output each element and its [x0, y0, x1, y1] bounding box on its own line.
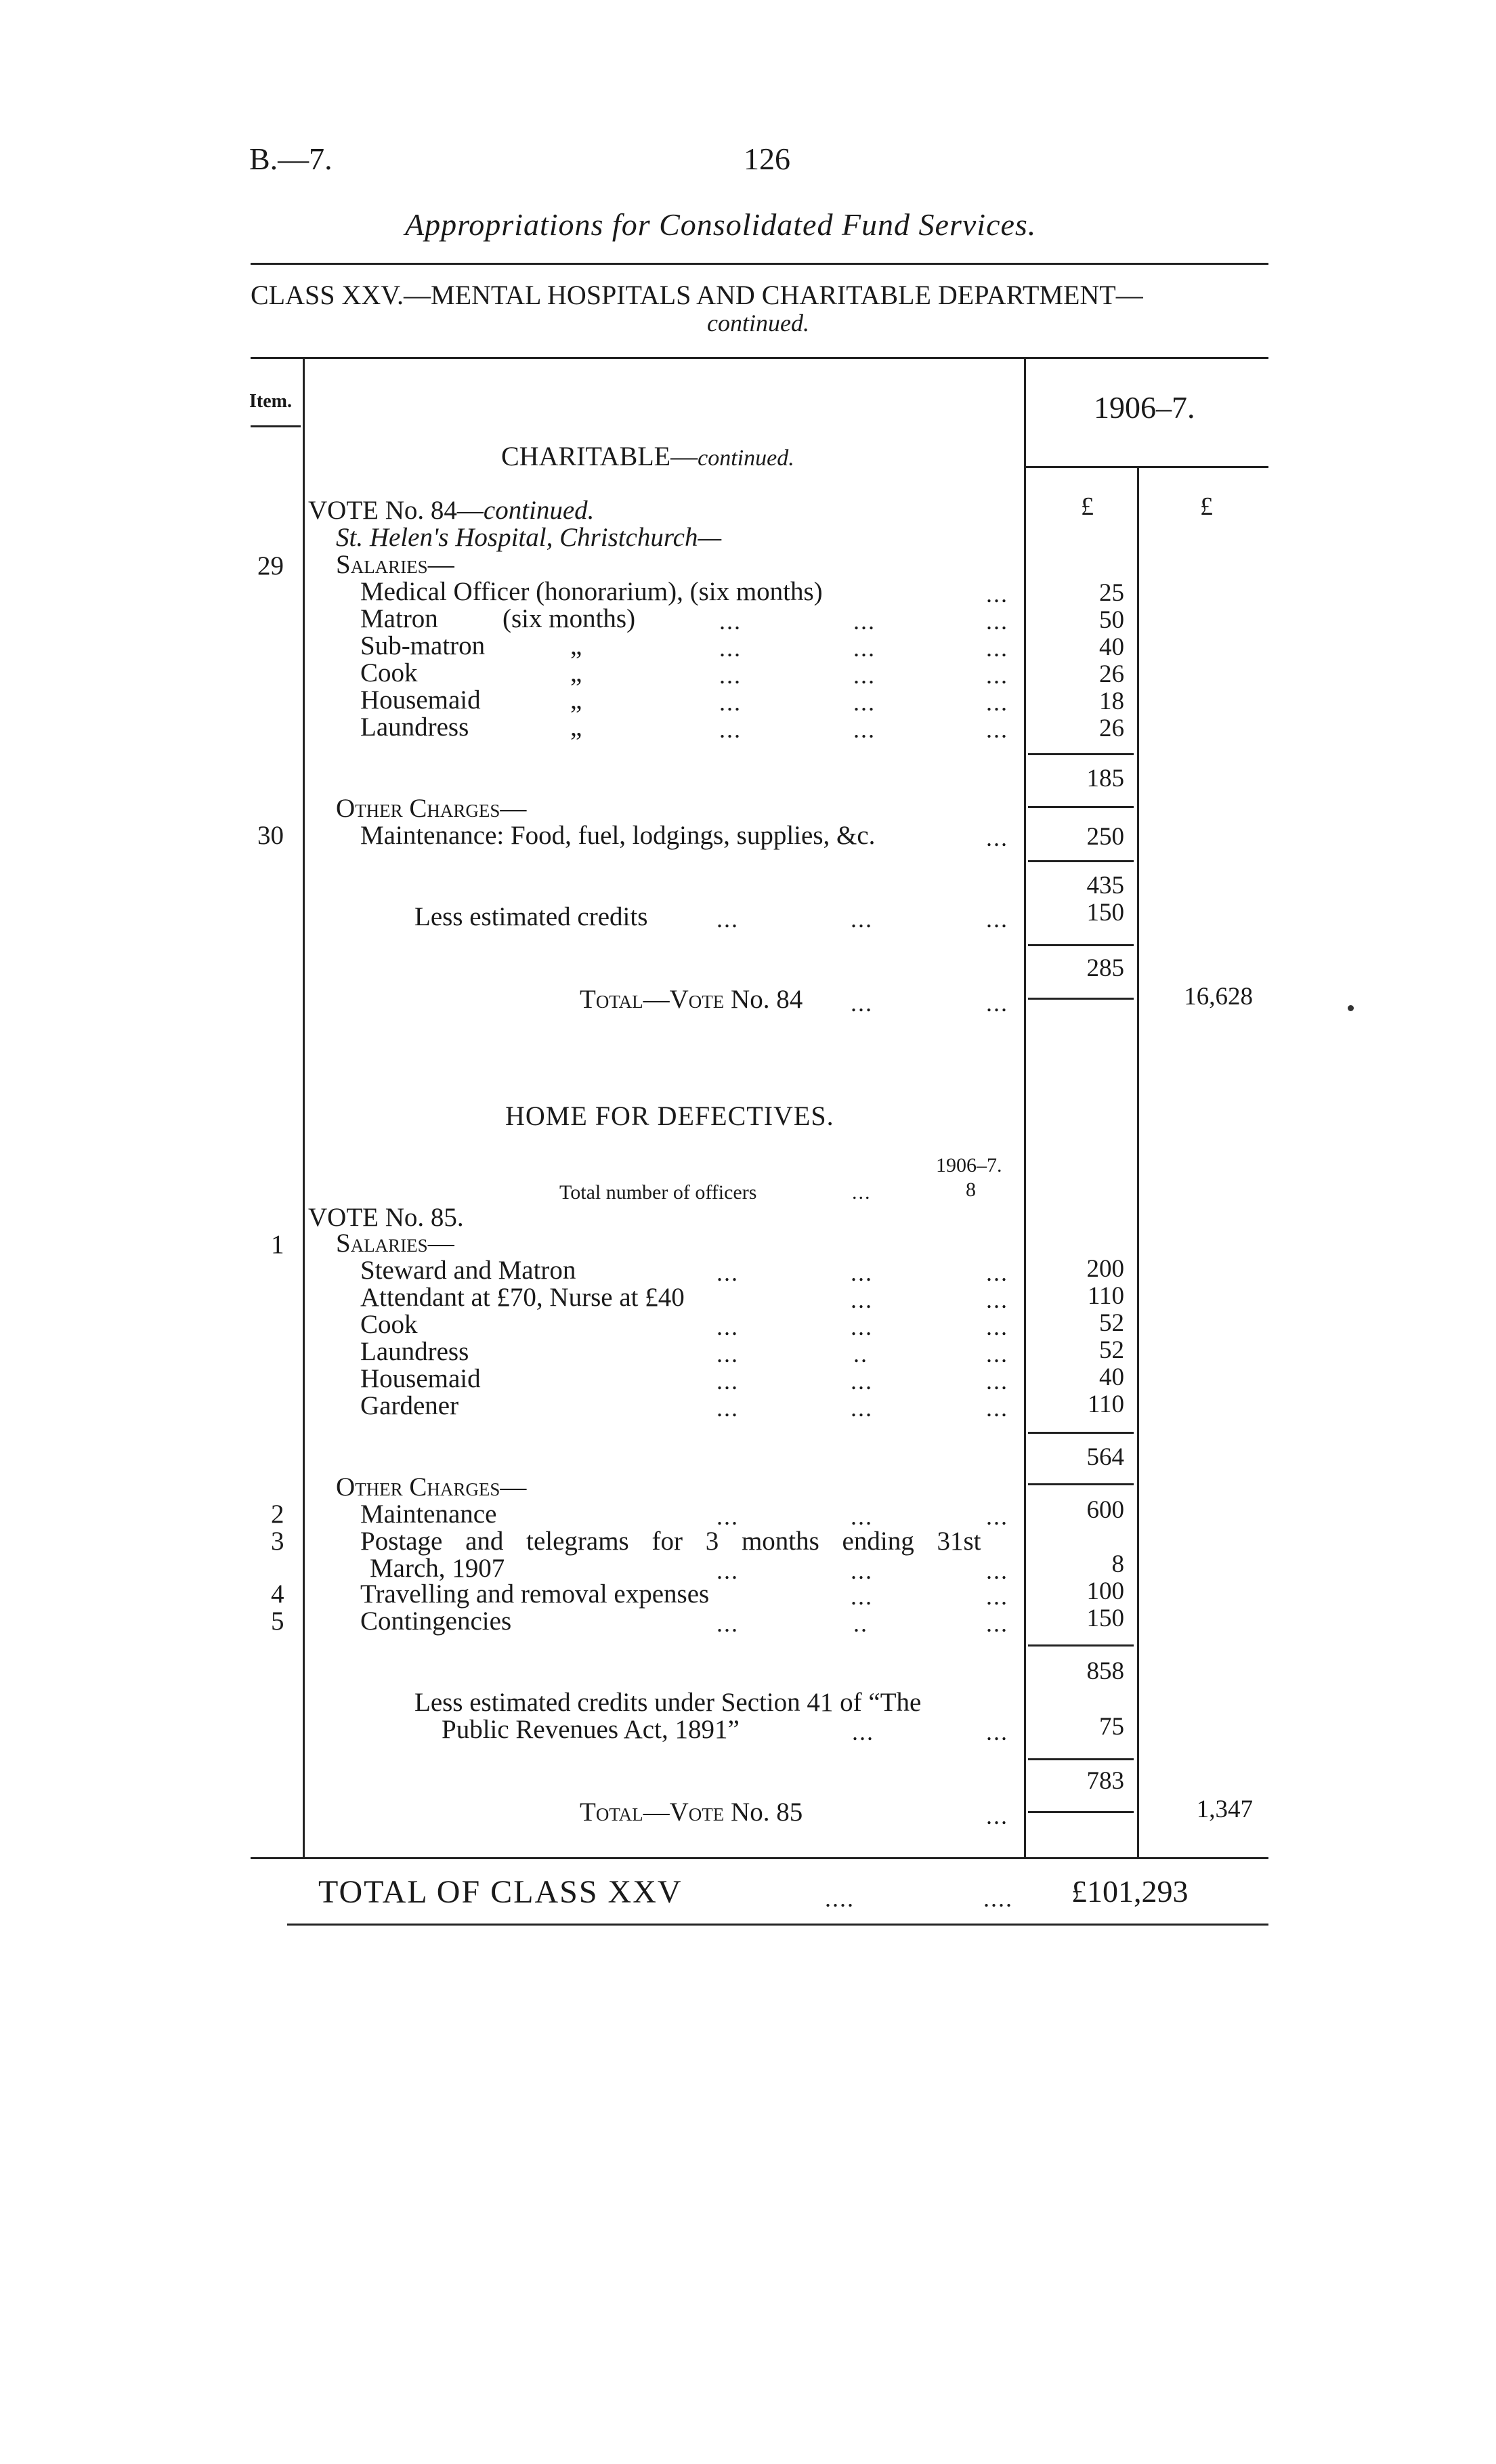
leader-dots: .. [853, 1610, 868, 1637]
leader-dots: ... [986, 716, 1008, 743]
rule-table-bottom [251, 1857, 1268, 1859]
salary-label: Attendant at £70, Nurse at £40 [360, 1283, 685, 1312]
salary-label: Housemaid [360, 685, 481, 715]
subtotal-rule [1028, 1483, 1134, 1485]
leader-dots: ... [986, 1340, 1008, 1367]
item-label-underline [251, 425, 301, 427]
leader-dots: ... [986, 580, 1008, 608]
maintenance-amount: 250 [1086, 823, 1124, 851]
leader-dots: ... [719, 689, 742, 716]
salary-amount: 52 [1099, 1309, 1124, 1337]
charge-amount: 100 [1086, 1577, 1124, 1605]
other-charges-heading: Other Charges— [336, 794, 527, 823]
leader-dots: ... [986, 1718, 1008, 1745]
leader-dots: ... [853, 635, 876, 662]
leader-dots: ... [986, 1610, 1008, 1637]
leader-dots: ... [851, 1259, 873, 1286]
salaries-subtotal: 564 [1086, 1443, 1124, 1471]
salary-label: Housemaid [360, 1364, 481, 1393]
salary-label: Medical Officer (honorarium), (six months) [360, 577, 823, 606]
salary-amount: 110 [1087, 1390, 1124, 1418]
salary-note: (six months) [503, 604, 636, 633]
total-vote-number: No. 85 [731, 1798, 803, 1827]
leader-dots: ... [717, 1259, 739, 1286]
subtotal-rule [1028, 1758, 1134, 1760]
rule-table-top [251, 357, 1268, 359]
charitable-heading [501, 440, 794, 472]
credits-amount: 150 [1086, 899, 1124, 927]
salary-amount: 50 [1099, 606, 1124, 634]
charge-label: Maintenance [360, 1500, 497, 1529]
item-column-label: Item. [249, 391, 292, 412]
rule-top [251, 263, 1268, 265]
leader-dots: ... [717, 1503, 739, 1530]
charitable-heading-continued: continued. [698, 446, 794, 471]
salary-amount: 40 [1099, 1363, 1124, 1391]
leader-dots: ... [719, 716, 742, 743]
salary-amount: 40 [1099, 633, 1124, 661]
credits-amount: 75 [1099, 1713, 1124, 1741]
leader-dots: ... [986, 906, 1008, 933]
salary-amount: 110 [1087, 1282, 1124, 1310]
total-vote-word: Total—Vote [580, 985, 725, 1014]
leader-dots: ... [717, 1367, 739, 1395]
rule-amount-col [1024, 358, 1026, 1858]
leader-dots: ... [986, 1313, 1008, 1340]
leader-dots: ... [852, 1718, 874, 1745]
charge-label: Travelling and removal expenses [360, 1579, 710, 1609]
charge-label: Contingencies [360, 1607, 512, 1636]
double-rule [1028, 1811, 1134, 1813]
salary-label: Cook [360, 1310, 418, 1339]
other-charges-heading: Other Charges— [336, 1472, 527, 1502]
class-heading: CLASS XXV.—MENTAL HOSPITALS AND CHARITABLE DEPARTMENT— [251, 280, 1143, 310]
page-number: 126 [744, 142, 790, 176]
year-heading: 1906–7. [1094, 390, 1195, 425]
charge-label: Postage and telegrams for 3 months ending 31st [360, 1527, 981, 1556]
salary-label: Cook [360, 658, 418, 687]
leader-dots: ... [719, 662, 742, 689]
leader-dots: ... [986, 635, 1008, 662]
credits-label-line2: Public Revenues Act, 1891” [442, 1715, 740, 1744]
leader-dots: ... [986, 1583, 1008, 1610]
running-title: Appropriations for Consolidated Fund Services. [405, 207, 1037, 242]
leader-dots: ... [986, 990, 1008, 1017]
salary-amount: 25 [1099, 579, 1124, 607]
charge-label-continued: March, 1907 [370, 1554, 505, 1583]
total-vote-word: Total—Vote [580, 1798, 725, 1827]
subtotal-rule [1028, 1644, 1134, 1647]
vote84-label: VOTE No. 84— [308, 496, 484, 525]
rule-total-col [1137, 467, 1139, 1858]
gross-subtotal: 435 [1086, 872, 1124, 899]
vote84-total-label [580, 986, 803, 1013]
salary-label: Matron [360, 604, 438, 633]
leader-dots: ... [986, 1259, 1008, 1286]
maintenance-label: Maintenance: Food, fuel, lodgings, supplies, &c. [360, 821, 876, 850]
leader-dots: ... [853, 608, 876, 635]
rule-year-under [1026, 466, 1268, 468]
ditto-mark: „ [570, 631, 582, 660]
leader-dots: ... [986, 689, 1008, 716]
salary-amount: 26 [1099, 660, 1124, 688]
item-number: 4 [271, 1579, 284, 1609]
item-number: 29 [257, 551, 284, 580]
item-number: 1 [271, 1230, 284, 1259]
vote85-total-label [580, 1799, 803, 1826]
leader-dots: ... [719, 635, 742, 662]
item-number: 30 [257, 821, 284, 850]
ditto-mark: „ [570, 713, 582, 742]
leader-dots: ... [717, 1557, 739, 1584]
currency-a: £ [1081, 492, 1094, 521]
leader-dots: ... [986, 1286, 1008, 1313]
leader-dots: ... [717, 1340, 739, 1367]
rule-item-col [303, 358, 305, 1858]
leader-dots: ... [717, 1610, 739, 1637]
item-number: 2 [271, 1500, 284, 1529]
leader-dots: ... [851, 990, 873, 1017]
salary-label: Gardener [360, 1391, 459, 1420]
salaries-heading: Salaries— [336, 1229, 454, 1258]
vote85-total: 1,347 [1196, 1796, 1253, 1823]
leader-dots: ... [853, 689, 876, 716]
leader-dots: .... [825, 1885, 855, 1912]
leader-dots: ... [717, 1313, 739, 1340]
salary-amount: 26 [1099, 715, 1124, 742]
officers-count: 8 [966, 1178, 976, 1201]
leader-dots: ... [853, 716, 876, 743]
charge-amount: 8 [1111, 1550, 1124, 1578]
class-total-label: TOTAL OF CLASS XXV [318, 1874, 683, 1910]
total-vote-number: No. 84 [731, 985, 803, 1014]
leader-dots: ... [851, 1557, 873, 1584]
leader-dots: ... [851, 1583, 873, 1610]
home-heading: HOME FOR DEFECTIVES. [505, 1101, 834, 1131]
leader-dots: ... [717, 1395, 739, 1422]
credits-label: Less estimated credits [414, 902, 648, 931]
report-code: B.—7. [249, 142, 333, 176]
item-number: 5 [271, 1607, 284, 1636]
subtotal-rule [1028, 860, 1134, 862]
vote84-continued: continued. [483, 496, 595, 525]
leader-dots: .... [983, 1885, 1013, 1912]
leader-dots: ... [851, 1367, 873, 1395]
leader-dots: ... [852, 1181, 872, 1204]
leader-dots: ... [851, 1503, 873, 1530]
salary-label: Laundress [360, 1337, 469, 1366]
salaries-subtotal: 185 [1086, 765, 1124, 792]
charitable-heading-main: CHARITABLE— [501, 441, 698, 471]
leader-dots: ... [986, 1557, 1008, 1584]
subtotal-rule [1028, 806, 1134, 808]
leader-dots: .. [853, 1340, 868, 1367]
scan-speck [1348, 1005, 1354, 1011]
leader-dots: ... [986, 1802, 1008, 1829]
double-rule [1028, 998, 1134, 1000]
leader-dots: ... [851, 906, 873, 933]
hospital-name: St. Helen's Hospital, Christchurch— [336, 523, 722, 552]
salary-amount: 18 [1099, 687, 1124, 715]
leader-dots: ... [986, 1503, 1008, 1530]
ditto-mark: „ [570, 658, 582, 687]
net-total: 285 [1086, 954, 1124, 982]
salary-label: Steward and Matron [360, 1256, 576, 1285]
subtotal-rule [1028, 944, 1134, 946]
gross-subtotal: 858 [1086, 1657, 1124, 1685]
item-number: 3 [271, 1527, 284, 1556]
officers-year: 1906–7. [936, 1154, 1002, 1176]
leader-dots: ... [986, 608, 1008, 635]
credits-label-line1: Less estimated credits under Section 41 of “The [414, 1688, 922, 1717]
leader-dots: ... [986, 662, 1008, 689]
vote85-heading: VOTE No. 85. [308, 1203, 464, 1232]
leader-dots: ... [986, 824, 1008, 851]
subtotal-rule [1028, 753, 1134, 755]
leader-dots: ... [853, 662, 876, 689]
leader-dots: ... [717, 906, 739, 933]
currency-b: £ [1200, 492, 1213, 521]
charge-amount: 600 [1086, 1496, 1124, 1524]
vote84-heading [308, 497, 594, 524]
leader-dots: ... [986, 1395, 1008, 1422]
charge-amount: 150 [1086, 1605, 1124, 1632]
leader-dots: ... [719, 608, 742, 635]
salary-label: Laundress [360, 713, 469, 742]
salary-amount: 52 [1099, 1336, 1124, 1364]
leader-dots: ... [851, 1286, 873, 1313]
class-heading-continued: continued. [707, 310, 809, 337]
ditto-mark: „ [570, 685, 582, 715]
class-total-amount: £101,293 [1071, 1874, 1189, 1909]
rule-final [287, 1924, 1268, 1926]
net-total: 783 [1086, 1767, 1124, 1795]
vote84-total: 16,628 [1184, 983, 1253, 1011]
salary-amount: 200 [1086, 1255, 1124, 1283]
officers-label: Total number of officers [559, 1181, 757, 1204]
subtotal-rule [1028, 1432, 1134, 1434]
leader-dots: ... [986, 1367, 1008, 1395]
salaries-heading: Salaries— [336, 550, 454, 579]
leader-dots: ... [851, 1313, 873, 1340]
leader-dots: ... [851, 1395, 873, 1422]
salary-label: Sub-matron [360, 631, 486, 660]
